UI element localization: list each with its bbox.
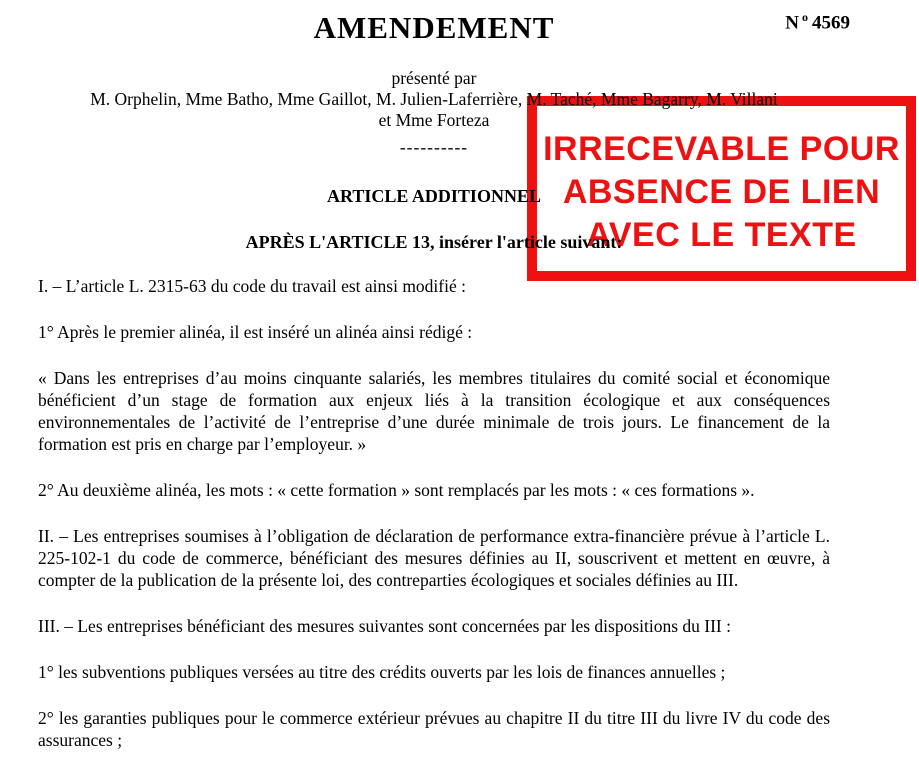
authors-line-2: et Mme Forteza [378, 110, 490, 130]
presented-by-line: présenté par [391, 68, 477, 88]
apres-article-instruction: APRÈS L'ARTICLE 13, insérer l'article suivant: [245, 232, 623, 252]
body-paragraph: 1° Après le premier alinéa, il est inséré un alinéa ainsi rédigé : [38, 322, 473, 342]
body-paragraph: 2° les garanties publiques pour le commerce extérieur prévues au chapitre II du titre III du livre IV du code des assurances ; [38, 708, 830, 750]
body-paragraph: 1° les subventions publiques versées au titre des crédits ouverts par les lois de finances annuelles ; [38, 662, 726, 682]
separator-line: ---------- [399, 137, 469, 157]
amendment-body [38, 275, 830, 751]
body-paragraph: 2° Au deuxième alinéa, les mots : « cette formation » sont remplacés par les mots : « ces formations ». [38, 480, 755, 500]
stamp-line-2: ABSENCE DE LIEN [562, 173, 881, 211]
amendment-number-value: 4569 [812, 12, 850, 34]
amendment-number-prefix: N [785, 12, 799, 34]
body-paragraph: I. – L’article L. 2315-63 du code du travail est ainsi modifié : [38, 276, 466, 296]
amendment-number-ordinal: o [802, 10, 808, 24]
body-paragraph: II. – Les entreprises soumises à l’obligation de déclaration de performance extra-financière prévue à l’article L. 225-102-1 du code de commerce, bénéficiant des mesures définies au II, souscrivent et mettent en œuvre, à compter de la publication de la présente loi, des contreparties écologiques et sociales définies au III. [38, 526, 830, 590]
authors-line-1: M. Orphelin, Mme Batho, Mme Gaillot, M. Julien-Laferrière, M. Taché, Mme Bagarry, M. Villani [90, 89, 778, 109]
page-title: AMENDEMENT [313, 10, 555, 45]
stamp-line-1: IRRECEVABLE POUR [543, 130, 900, 168]
body-paragraph: « Dans les entreprises d’au moins cinquante salariés, les membres titulaires du comité social et économique bénéficient d’un stage de formation aux enjeux liés à la transition écologique et aux conséquences environnementales de l’activité de l’entreprise d’une durée minimale de trois jours. Le financement de la formation est pris en charge par l’employeur. » [38, 368, 830, 454]
article-additionnel-heading: ARTICLE ADDITIONNEL [327, 186, 541, 206]
body-paragraph: III. – Les entreprises bénéficiant des mesures suivantes sont concernées par les dispositions du III : [38, 616, 731, 636]
stamp-line-3: AVEC LE TEXTE [586, 216, 857, 254]
irrecevable-stamp [527, 96, 916, 281]
